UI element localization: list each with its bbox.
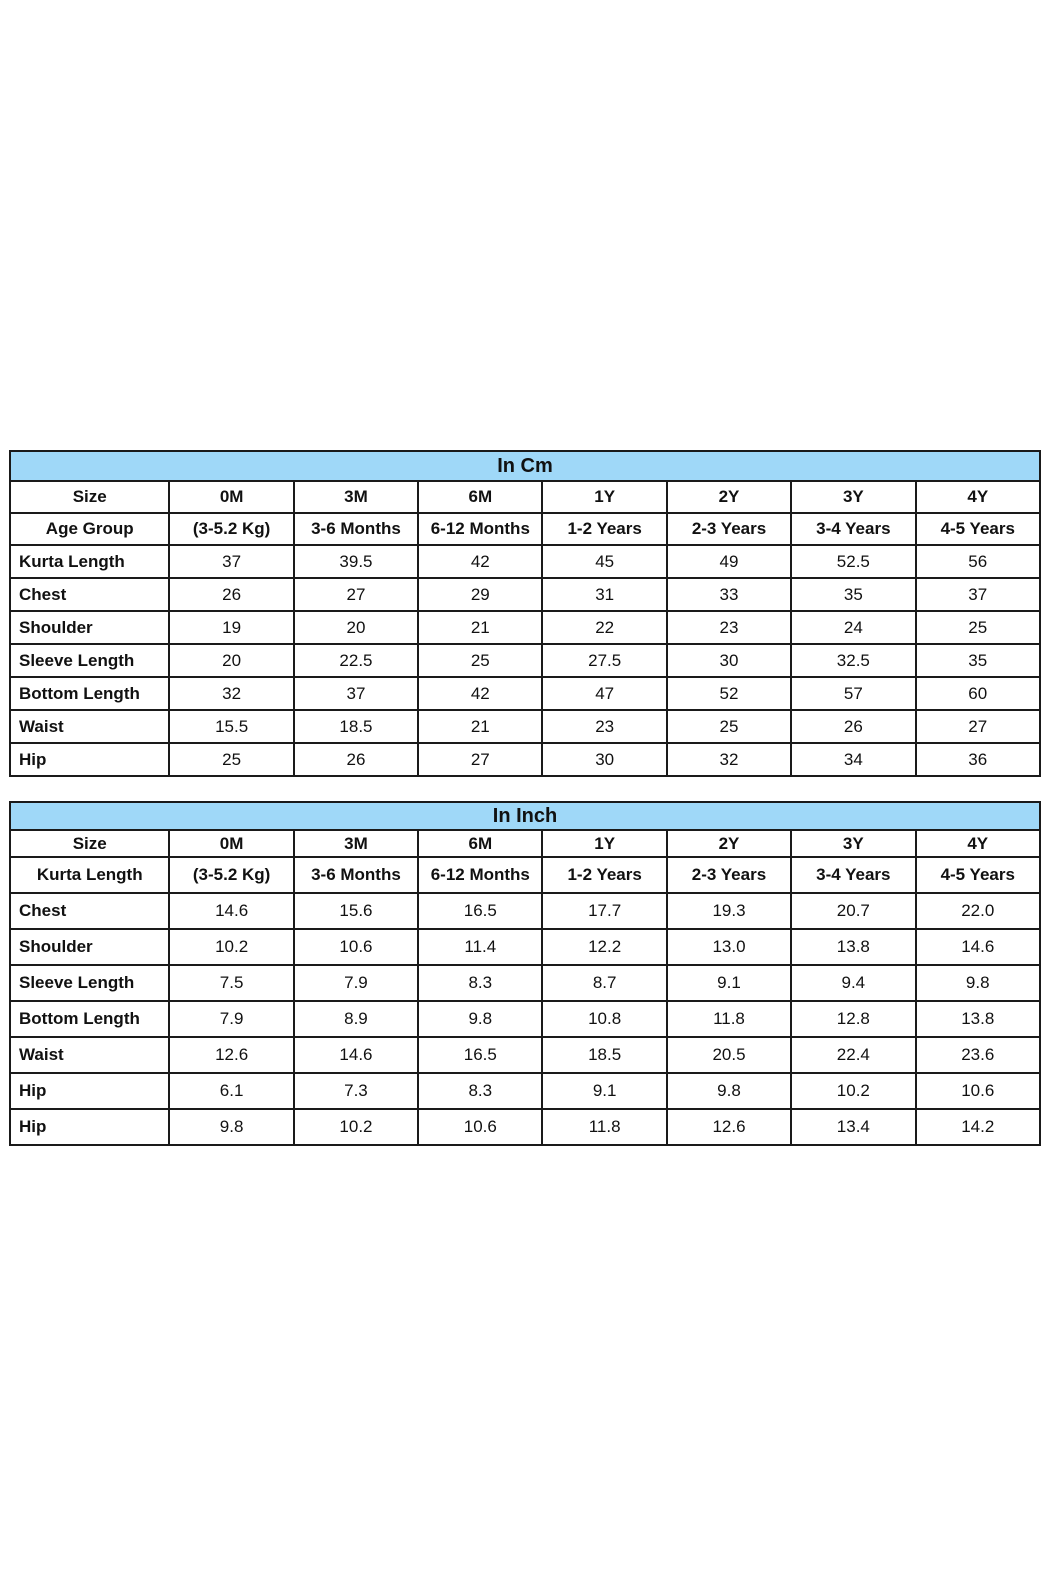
- table-cell: 37: [294, 677, 418, 710]
- row-label: Hip: [10, 1073, 169, 1109]
- table-cell: 3M: [294, 830, 418, 857]
- row-label: Bottom Length: [10, 677, 169, 710]
- row-label: Kurta Length: [10, 545, 169, 578]
- table-cell: 11.8: [667, 1001, 791, 1037]
- table-cell: 10.6: [418, 1109, 542, 1145]
- table-cell: 16.5: [418, 893, 542, 929]
- table-cell: 10.2: [294, 1109, 418, 1145]
- table-cell: 57: [791, 677, 915, 710]
- table-cell: 9.1: [667, 965, 791, 1001]
- row-label: Shoulder: [10, 929, 169, 965]
- table-cell: 20: [169, 644, 293, 677]
- row-label: Chest: [10, 578, 169, 611]
- table-row: [10, 1001, 1040, 1037]
- table-cell: 56: [916, 545, 1040, 578]
- row-label: Size: [10, 481, 169, 513]
- table-cell: 22.4: [791, 1037, 915, 1073]
- table-cell: 7.9: [294, 965, 418, 1001]
- table-cell: (3-5.2 Kg): [169, 513, 293, 545]
- table-cell: 21: [418, 611, 542, 644]
- table-cell: 17.7: [542, 893, 666, 929]
- table-cell: 26: [791, 710, 915, 743]
- table-cell: 16.5: [418, 1037, 542, 1073]
- row-label: Sleeve Length: [10, 965, 169, 1001]
- table-row: [10, 743, 1040, 776]
- table-cell: 20.5: [667, 1037, 791, 1073]
- table-cell: 9.4: [791, 965, 915, 1001]
- table-cell: 14.6: [294, 1037, 418, 1073]
- table-cell: 10.2: [169, 929, 293, 965]
- table-cell: 23: [542, 710, 666, 743]
- table-cell: 0M: [169, 830, 293, 857]
- table-cell: 2-3 Years: [667, 513, 791, 545]
- table-cell: 9.8: [667, 1073, 791, 1109]
- table-cell: 14.6: [916, 929, 1041, 965]
- table-cell: 13.8: [916, 1001, 1041, 1037]
- table-cell: 19: [169, 611, 293, 644]
- table-cell: 2-3 Years: [667, 857, 791, 893]
- table-cell: 6-12 Months: [418, 857, 542, 893]
- table-cell: 30: [667, 644, 791, 677]
- table-cell: 12.8: [791, 1001, 915, 1037]
- table-cell: 12.6: [667, 1109, 791, 1145]
- table-row: [10, 677, 1040, 710]
- table-cell: 9.8: [169, 1109, 293, 1145]
- table-row: [10, 611, 1040, 644]
- table-cell: 19.3: [667, 893, 791, 929]
- table-cell: 15.5: [169, 710, 293, 743]
- row-label: Waist: [10, 710, 169, 743]
- table-cell: 14.6: [169, 893, 293, 929]
- table-cell: 7.3: [294, 1073, 418, 1109]
- table-cell: 8.7: [542, 965, 666, 1001]
- table-cell: 60: [916, 677, 1040, 710]
- table-cell: 52.5: [791, 545, 915, 578]
- table-row: [10, 1073, 1040, 1109]
- table-cell: 8.3: [418, 1073, 542, 1109]
- table-cell: 20: [294, 611, 418, 644]
- table-cell: 10.8: [542, 1001, 666, 1037]
- table-cell: 1-2 Years: [542, 857, 666, 893]
- table-cell: 23: [667, 611, 791, 644]
- table-cell: (3-5.2 Kg): [169, 857, 293, 893]
- row-label: Hip: [10, 1109, 169, 1145]
- table-cell: 9.8: [418, 1001, 542, 1037]
- table-cell: 27: [418, 743, 542, 776]
- table-cell: 39.5: [294, 545, 418, 578]
- table-cell: 22.0: [916, 893, 1041, 929]
- table-cell: 36: [916, 743, 1040, 776]
- row-label: Kurta Length: [10, 857, 169, 893]
- table-row: [10, 1109, 1040, 1145]
- table-cell: 18.5: [294, 710, 418, 743]
- table-cell: 32: [169, 677, 293, 710]
- table-cell: 3-6 Months: [294, 857, 418, 893]
- table-cell: 29: [418, 578, 542, 611]
- table-cell: 33: [667, 578, 791, 611]
- table-cell: 9.8: [916, 965, 1041, 1001]
- table-row: [10, 710, 1040, 743]
- table-cell: 52: [667, 677, 791, 710]
- table-cell: 15.6: [294, 893, 418, 929]
- table-cell: 22: [542, 611, 666, 644]
- table-cell: 22.5: [294, 644, 418, 677]
- table-cell: 42: [418, 545, 542, 578]
- table-cell: 49: [667, 545, 791, 578]
- table-cell: 8.3: [418, 965, 542, 1001]
- table-cell: 6-12 Months: [418, 513, 542, 545]
- row-label: Sleeve Length: [10, 644, 169, 677]
- table-cell: 26: [169, 578, 293, 611]
- table-cell: 3-6 Months: [294, 513, 418, 545]
- table-cell: 11.8: [542, 1109, 666, 1145]
- table-cell: 8.9: [294, 1001, 418, 1037]
- table-title-inch: In Inch: [10, 802, 1040, 830]
- table-title-cm: In Cm: [10, 451, 1040, 481]
- table-cell: 32: [667, 743, 791, 776]
- table-cell: 10.6: [294, 929, 418, 965]
- table-cell: 4Y: [916, 830, 1041, 857]
- table-cell: 30: [542, 743, 666, 776]
- table-cell: 0M: [169, 481, 293, 513]
- table-cell: 25: [667, 710, 791, 743]
- table-cell: 42: [418, 677, 542, 710]
- subheader-row: [10, 513, 1040, 545]
- row-label: Shoulder: [10, 611, 169, 644]
- table-body-cm: [10, 481, 1040, 776]
- table-cell: 25: [169, 743, 293, 776]
- table-cell: 1Y: [542, 481, 666, 513]
- table-cell: 31: [542, 578, 666, 611]
- table-cell: 7.9: [169, 1001, 293, 1037]
- table-row: [10, 965, 1040, 1001]
- table-cell: 13.8: [791, 929, 915, 965]
- table-cell: 35: [791, 578, 915, 611]
- table-cell: 1Y: [542, 830, 666, 857]
- table-cell: 35: [916, 644, 1040, 677]
- table-cell: 6.1: [169, 1073, 293, 1109]
- table-cell: 9.1: [542, 1073, 666, 1109]
- table-cell: 37: [169, 545, 293, 578]
- table-cell: 20.7: [791, 893, 915, 929]
- table-cell: 4Y: [916, 481, 1040, 513]
- row-label: Age Group: [10, 513, 169, 545]
- table-row: [10, 545, 1040, 578]
- table-cell: 3-4 Years: [791, 857, 915, 893]
- table-cell: 12.6: [169, 1037, 293, 1073]
- table-cell: 21: [418, 710, 542, 743]
- table-cell: 1-2 Years: [542, 513, 666, 545]
- table-cell: 12.2: [542, 929, 666, 965]
- table-cell: 3M: [294, 481, 418, 513]
- table-row: [10, 893, 1040, 929]
- table-cell: 3Y: [791, 830, 915, 857]
- size-chart-cm-table: [9, 450, 1041, 777]
- table-cell: 47: [542, 677, 666, 710]
- table-cell: 27: [294, 578, 418, 611]
- table-cell: 6M: [418, 481, 542, 513]
- table-cell: 10.2: [791, 1073, 915, 1109]
- row-label: Bottom Length: [10, 1001, 169, 1037]
- table-cell: 13.0: [667, 929, 791, 965]
- table-row: [10, 1037, 1040, 1073]
- subheader-row: [10, 857, 1040, 893]
- header-row: [10, 481, 1040, 513]
- table-cell: 2Y: [667, 830, 791, 857]
- table-cell: 7.5: [169, 965, 293, 1001]
- table-cell: 6M: [418, 830, 542, 857]
- row-label: Chest: [10, 893, 169, 929]
- table-cell: 32.5: [791, 644, 915, 677]
- table-cell: 34: [791, 743, 915, 776]
- row-label: Size: [10, 830, 169, 857]
- table-cell: 25: [916, 611, 1040, 644]
- table-cell: 24: [791, 611, 915, 644]
- table-cell: 45: [542, 545, 666, 578]
- table-cell: 26: [294, 743, 418, 776]
- table-cell: 27: [916, 710, 1040, 743]
- table-cell: 2Y: [667, 481, 791, 513]
- table-cell: 3-4 Years: [791, 513, 915, 545]
- size-chart-inch-table: [9, 801, 1041, 1146]
- table-cell: 13.4: [791, 1109, 915, 1145]
- table-cell: 14.2: [916, 1109, 1041, 1145]
- table-cell: 27.5: [542, 644, 666, 677]
- table-row: [10, 929, 1040, 965]
- row-label: Hip: [10, 743, 169, 776]
- row-label: Waist: [10, 1037, 169, 1073]
- table-cell: 18.5: [542, 1037, 666, 1073]
- table-row: [10, 578, 1040, 611]
- table-cell: 4-5 Years: [916, 857, 1041, 893]
- header-row: [10, 830, 1040, 857]
- table-row: [10, 644, 1040, 677]
- table-cell: 11.4: [418, 929, 542, 965]
- table-cell: 37: [916, 578, 1040, 611]
- table-cell: 3Y: [791, 481, 915, 513]
- table-cell: 4-5 Years: [916, 513, 1040, 545]
- table-cell: 23.6: [916, 1037, 1041, 1073]
- table-body-inch: [10, 830, 1040, 1145]
- table-cell: 25: [418, 644, 542, 677]
- table-cell: 10.6: [916, 1073, 1041, 1109]
